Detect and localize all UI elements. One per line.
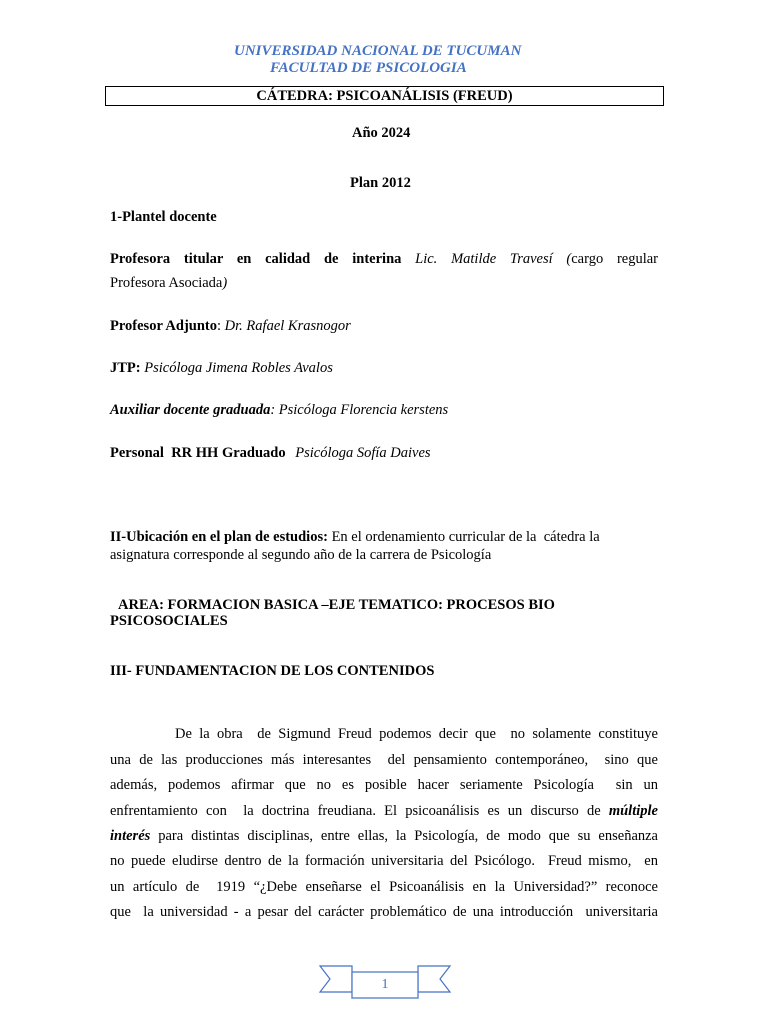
- faculty-title: FACULTAD DE PSICOLOGIA: [270, 60, 467, 76]
- body-line-5-text: para distintas disciplinas, entre ellas, la Psicología, de modo que su enseñanza: [158, 828, 658, 844]
- section3-title: III- FUNDAMENTACION DE LOS CONTENIDOS: [110, 663, 435, 679]
- titular-note-close: ): [222, 275, 228, 291]
- personal-name: Psicóloga Sofía Daives: [295, 445, 431, 461]
- plan-heading: Plan 2012: [350, 175, 411, 191]
- body-line-2: una de las producciones más interesantes del pensamiento contemporáneo, sino que: [110, 752, 658, 768]
- personal-line: [110, 444, 431, 462]
- year-heading: Año 2024: [352, 125, 411, 141]
- adjunto-sep: :: [217, 318, 225, 334]
- emphasis-multiple: múltiple: [608, 803, 658, 819]
- jtp-name: Psicóloga Jimena Robles Avalos: [144, 360, 333, 376]
- page-number-ribbon: [318, 962, 452, 1002]
- area-line1: AREA: FORMACION BASICA –EJE TEMATICO: PROCESOS BIO: [118, 597, 555, 613]
- titular-note-line2-row: [110, 274, 227, 292]
- section1-title: 1-Plantel docente: [110, 209, 217, 225]
- titular-line: [110, 250, 658, 268]
- section2-line1: [110, 528, 600, 546]
- adjunto-name: Dr. Rafael Krasnogor: [224, 318, 351, 334]
- titular-note-line1: cargo regular: [571, 251, 659, 267]
- titular-label: Profesora titular en calidad de interina: [110, 251, 402, 267]
- titular-name: Lic. Matilde Travesí: [415, 251, 553, 267]
- emphasis-interes: interés: [110, 828, 151, 844]
- jtp-line: [110, 359, 333, 377]
- jtp-label: JTP:: [110, 360, 141, 376]
- university-title: UNIVERSIDAD NACIONAL DE TUCUMAN: [234, 43, 522, 59]
- catedra-box: CÁTEDRA: PSICOANÁLISIS (FREUD): [105, 86, 664, 106]
- section2-text-line2: asignatura corresponde al segundo año de la carrera de Psicología: [110, 547, 492, 563]
- auxiliar-name: : Psicóloga Florencia kerstens: [270, 402, 449, 418]
- personal-label: Personal RR HH Graduado: [110, 445, 286, 461]
- body-line-4: [110, 802, 658, 820]
- titular-note-group: [566, 251, 658, 267]
- body-line-1: De la obra de Sigmund Freud podemos decir que no solamente constituye: [175, 726, 658, 742]
- auxiliar-label: Auxiliar docente graduada: [110, 402, 271, 418]
- body-line-6: no puede eludirse dentro de la formación universitaria del Psicólogo. Freud mismo, en: [110, 853, 658, 869]
- body-line-4-text: enfrentamiento con la doctrina freudiana. El psicoanálisis es un discurso de: [110, 803, 601, 819]
- area-line2: PSICOSOCIALES: [110, 613, 228, 629]
- page-number: 1: [381, 977, 389, 992]
- auxiliar-line: [110, 401, 448, 419]
- body-line-5: [110, 827, 658, 845]
- titular-note-open: (: [566, 251, 572, 267]
- body-line-3: además, podemos afirmar que no es posible hacer seriamente Psicología sin un: [110, 777, 658, 793]
- adjunto-label: Profesor Adjunto: [110, 318, 218, 334]
- section2-text-line1: En el ordenamiento curricular de la cátedra la: [327, 529, 600, 545]
- titular-note-line2: Profesora Asociada: [110, 275, 223, 291]
- body-line-7: un artículo de 1919 “¿Debe enseñarse el Psicoanálisis en la Universidad?” reconoce: [110, 879, 658, 895]
- section2-title: II-Ubicación en el plan de estudios:: [110, 529, 328, 545]
- adjunto-line: [110, 317, 351, 335]
- body-line-8: que la universidad - a pesar del carácter problemático de una introducción universitaria: [110, 904, 658, 920]
